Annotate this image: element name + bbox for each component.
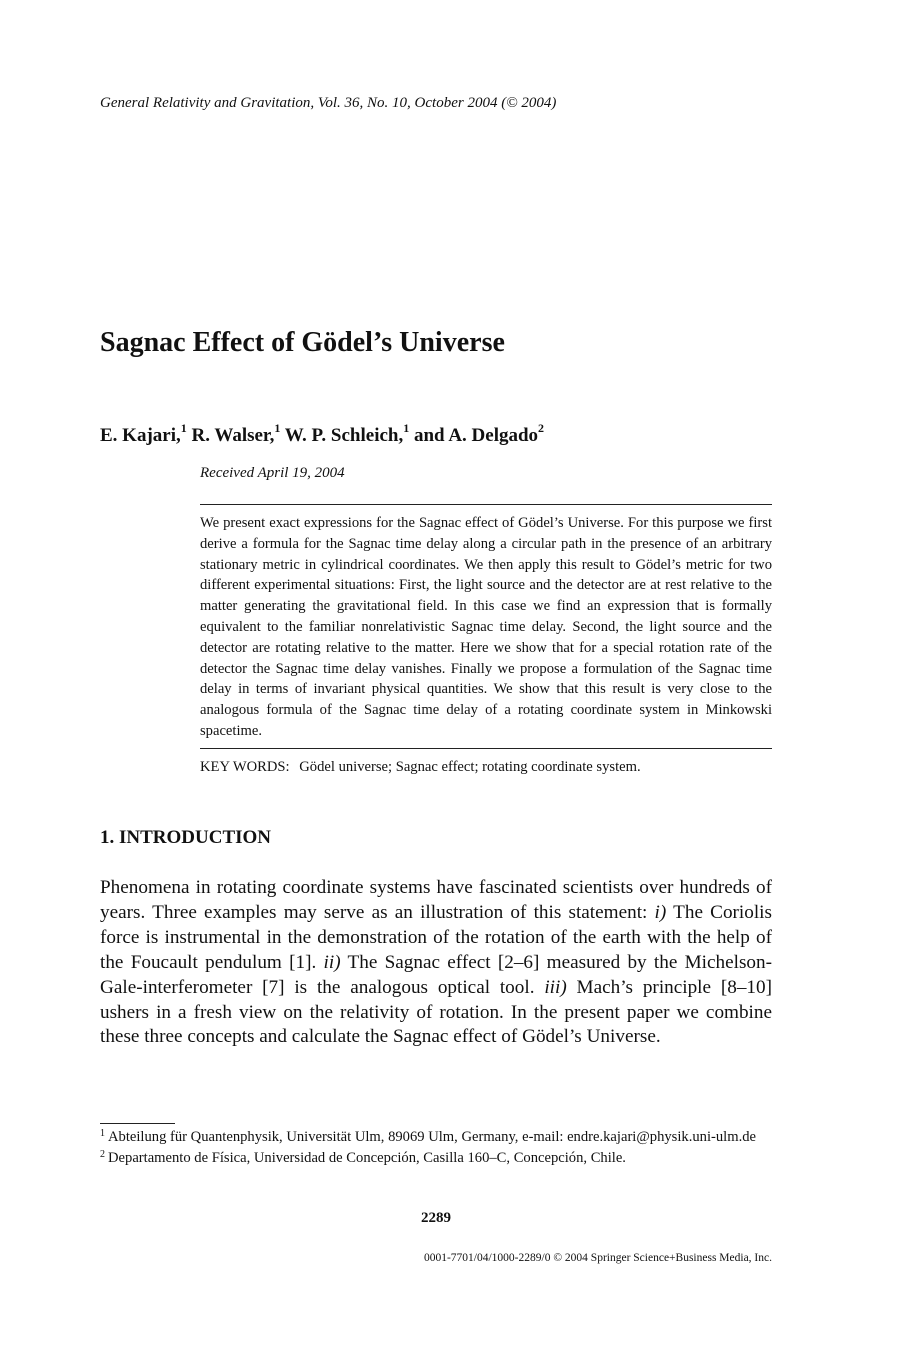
intro-text: Phenomena in rotating coordinate systems have fascinated scientists over hundreds of years. Three examples may serve as an illustration of this statement: bbox=[100, 877, 772, 923]
keywords-text: Gödel universe; Sagnac effect; rotating coordinate system. bbox=[299, 759, 641, 775]
footnote-text: Abteilung für Quantenphysik, Universität Ulm, 89069 Ulm, Germany, e-mail: endre.kajari@physik.uni-ulm.de bbox=[108, 1129, 756, 1145]
author-name: E. Kajari, bbox=[100, 425, 181, 446]
intro-enum: iii) bbox=[544, 976, 567, 998]
intro-text: The Sagnac effect [2–6] measured by the Michelson-Gale-interferometer [7] is the analogous optical tool. bbox=[100, 951, 772, 998]
author-name: R. Walser, bbox=[191, 425, 275, 446]
intro-paragraph bbox=[100, 876, 772, 1050]
footnote bbox=[100, 1148, 772, 1169]
intro-text: The Coriolis force is instrumental in the demonstration of the rotation of the earth with the help of the Foucault pendulum [1]. bbox=[100, 901, 772, 973]
footnote-mark: 1 bbox=[100, 1128, 105, 1139]
page-number: 2289 bbox=[421, 1210, 451, 1226]
abstract-top-rule bbox=[200, 504, 772, 505]
keywords-label: KEY WORDS: bbox=[200, 759, 290, 775]
footnote-mark: 2 bbox=[100, 1149, 105, 1160]
affiliation-mark: 1 bbox=[274, 420, 281, 435]
section-heading: 1. INTRODUCTION bbox=[100, 827, 272, 848]
author-name: and A. Delgado bbox=[413, 425, 539, 446]
keywords bbox=[200, 759, 641, 776]
abstract: We present exact expressions for the Sagnac effect of Gödel’s Universe. For this purpose we first derive a formula for the Sagnac time delay along a circular path in the presence of an arbitrary stationary metric in cylindrical coordinates. We then apply this result to Gödel’s metric for two different experimental situations: First, the light source and the detector are at rest relative to the matter generating the gravitational field. In this case we find an expression that is formally equivalent to the familiar nonrelativistic Sagnac time delay. Second, the light source and the detector are rotating relative to the matter. Here we show that for a special rotation rate of the detector the Sagnac time delay vanishes. Finally we propose a formulation of the Sagnac time delay in terms of invariant physical quantities. We show that this result is very close to the analogous formula of the Sagnac time delay of a rotating coordinate system in Minkowski spacetime. bbox=[200, 515, 772, 739]
intro-text: Mach’s principle [8–10] ushers in a fresh view on the relativity of rotation. In the present paper we combine these three concepts and calculate the Sagnac effect of Gödel’s Universe. bbox=[100, 976, 773, 1048]
footnote-rule bbox=[100, 1123, 175, 1124]
author-name: W. P. Schleich, bbox=[284, 425, 404, 446]
footnotes bbox=[100, 1127, 772, 1169]
intro-enum: ii) bbox=[323, 951, 341, 973]
abstract-bottom-rule bbox=[200, 748, 772, 749]
affiliation-mark: 1 bbox=[180, 420, 187, 435]
paper-title: Sagnac Effect of Gödel’s Universe bbox=[100, 327, 505, 358]
author-list bbox=[100, 420, 545, 447]
intro-enum: i) bbox=[654, 901, 667, 923]
affiliation-mark: 2 bbox=[538, 420, 545, 435]
copyright-line: 0001-7701/04/1000-2289/0 © 2004 Springer Science+Business Media, Inc. bbox=[423, 1252, 772, 1264]
received-date: Received April 19, 2004 bbox=[200, 465, 345, 481]
footnote bbox=[100, 1127, 772, 1148]
journal-header: General Relativity and Gravitation, Vol. 36, No. 10, October 2004 (© 2004) bbox=[100, 95, 557, 111]
footnote-text: Departamento de Física, Universidad de Concepción, Casilla 160–C, Concepción, Chile. bbox=[108, 1150, 626, 1166]
affiliation-mark: 1 bbox=[403, 420, 410, 435]
